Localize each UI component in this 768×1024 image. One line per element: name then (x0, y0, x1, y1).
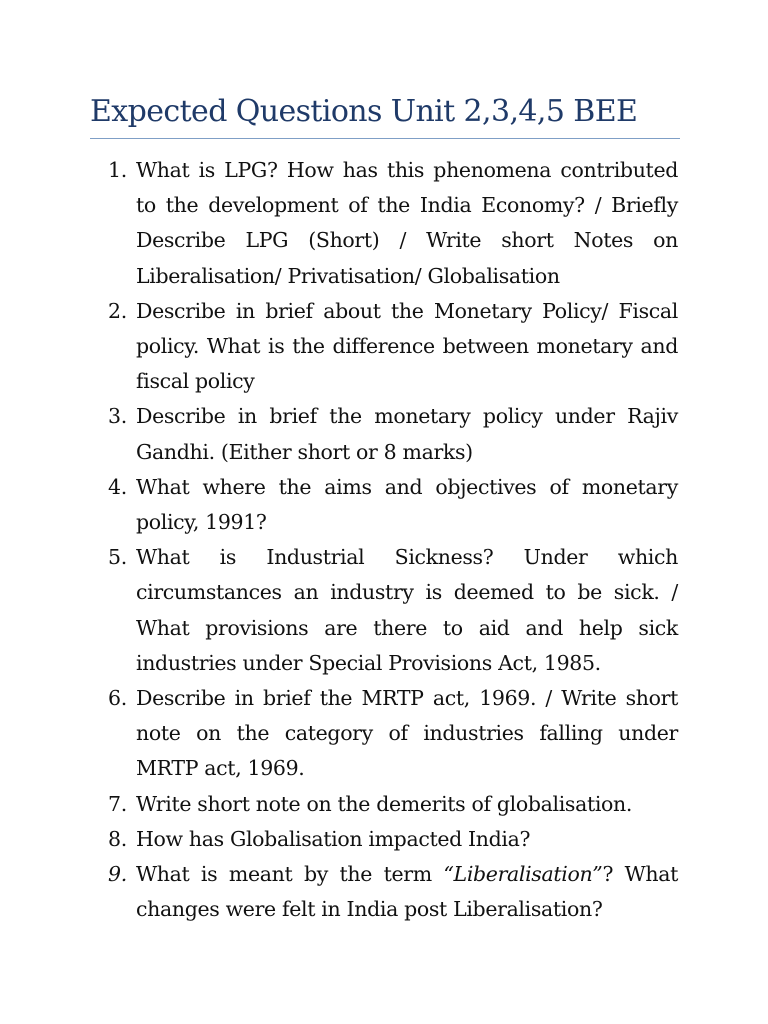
question-item (108, 681, 678, 787)
question-number: 4. (108, 474, 127, 499)
question-item (108, 470, 678, 540)
document-title: Expected Questions Unit 2,3,4,5 BEE (90, 94, 638, 129)
title-underline (90, 138, 680, 139)
question-number: 2. (108, 298, 127, 323)
question-number: 5. (108, 545, 127, 570)
question-number: 1. (108, 158, 127, 182)
question-text: What is Industrial Sickness? Under which circumstances an industry is deemed to be sick. / What provisions are there to aid and help sick industries under Special Provisions Act, 1985. (136, 545, 678, 675)
question-text: Write short note on the demerits of globalisation. (136, 791, 633, 816)
question-text: How has Globalisation impacted India? (136, 826, 531, 851)
question-item (108, 857, 678, 927)
question-text: What is LPG? How has this phenomena contributed to the development of the India Economy? / Briefly Describe LPG (Short) / Write short Notes on Liberalisation/ Privatisation/ Globalisation (136, 158, 678, 288)
question-item (108, 153, 678, 294)
question-item (108, 822, 678, 857)
emphasized-term: “Liberalisation” (443, 862, 603, 887)
question-text: What where the aims and objectives of monetary policy, 1991? (136, 474, 678, 535)
question-text: What is meant by the term “Liberalisation”? What changes were felt in India post Liberalisation? (136, 862, 678, 922)
question-number: 7. (108, 791, 127, 816)
question-number: 6. (108, 686, 127, 711)
question-list (108, 153, 678, 927)
question-item (108, 399, 678, 469)
question-number: 8. (108, 826, 127, 851)
question-item (108, 787, 678, 822)
question-number: 9. (108, 862, 127, 887)
question-number: 3. (108, 404, 127, 429)
question-text: Describe in brief the monetary policy under Rajiv Gandhi. (Either short or 8 marks) (136, 404, 678, 464)
question-item (108, 294, 678, 400)
question-item (108, 540, 678, 681)
question-text: Describe in brief the MRTP act, 1969. / Write short note on the category of industries falling under MRTP act, 1969. (136, 686, 678, 781)
question-text: Describe in brief about the Monetary Policy/ Fiscal policy. What is the difference between monetary and fiscal policy (136, 298, 678, 394)
